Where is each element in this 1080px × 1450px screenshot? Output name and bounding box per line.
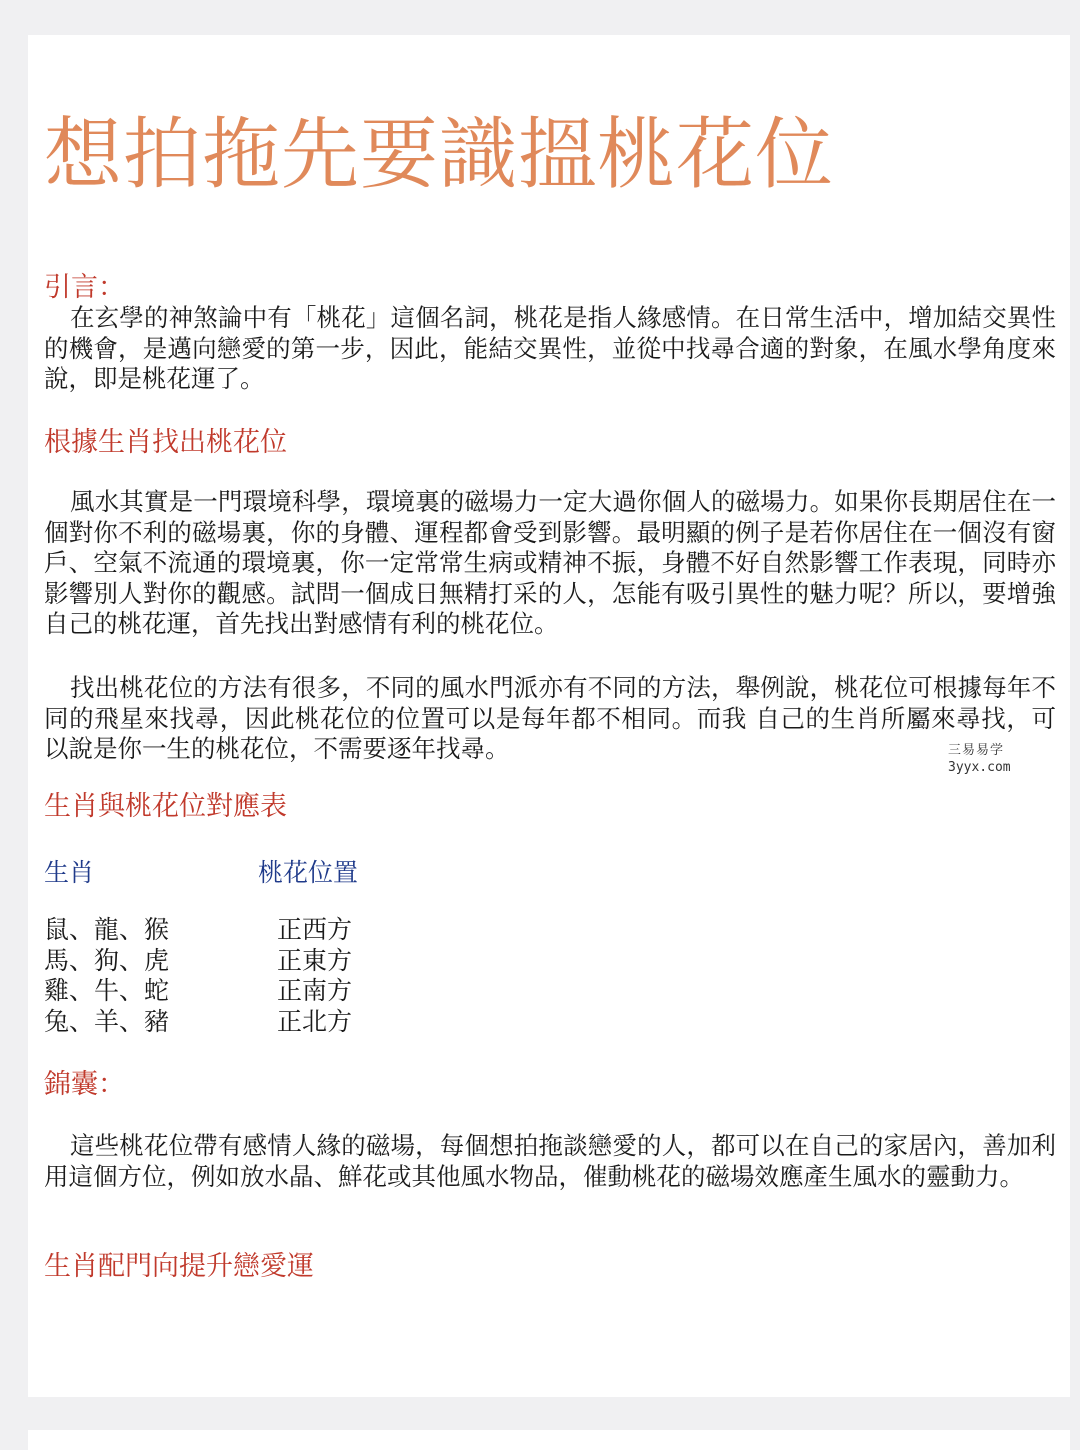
section-heading-zodiac-peach-position: 根據生肖找出桃花位 xyxy=(44,427,287,458)
tips-paragraph: 這些桃花位帶有感情人緣的磁場，每個想拍拖談戀愛的人，都可以在自己的家居內，善加利用這個方位，例如放水晶、鮮花或其他風水物品，催動桃花的磁場效應產生風水的靈動力。 xyxy=(44,1131,1056,1191)
zodiac-cell: 雞、牛、蛇 xyxy=(44,976,170,1005)
table-row xyxy=(44,976,544,1007)
watermark-site-name: 三易易学 xyxy=(948,743,1005,758)
table-row xyxy=(44,946,544,977)
table-column-zodiac: 生肖 xyxy=(44,858,95,887)
zodiac-cell: 馬、狗、虎 xyxy=(44,945,170,975)
watermark-url: 3yyx.com xyxy=(948,760,1011,775)
zodiac-cell: 鼠、龍、猴 xyxy=(44,915,170,944)
table-heading: 生肖與桃花位對應表 xyxy=(44,791,287,822)
article-title: 想拍拖先要識搵桃花位 xyxy=(44,110,835,200)
table-row xyxy=(44,915,544,946)
zodiac-direction-table xyxy=(44,915,544,1037)
tips-heading: 錦囊： xyxy=(44,1069,125,1100)
document-page xyxy=(28,35,1070,1397)
direction-cell: 正西方 xyxy=(277,915,353,944)
table-column-direction: 桃花位置 xyxy=(258,858,359,887)
intro-heading: 引言： xyxy=(44,272,125,303)
section-heading-door-direction: 生肖配門向提升戀愛運 xyxy=(44,1251,314,1282)
table-row xyxy=(44,1007,544,1038)
section1-paragraph-2: 找出桃花位的方法有很多，不同的風水門派亦有不同的方法，舉例說，桃花位可根據每年不同的飛星來找尋，因此桃花位的位置可以是每年都不相同。而我 自己的生肖所屬來尋找，可以說是你一生的桃花位，不需要逐年找尋。 xyxy=(44,673,1056,763)
direction-cell: 正南方 xyxy=(277,976,353,1005)
zodiac-cell: 兔、羊、豬 xyxy=(44,1006,170,1036)
section1-paragraph-1: 風水其實是一門環境科學，環境裏的磁場力一定大過你個人的磁場力。如果你長期居住在一個對你不利的磁場裏，你的身體、運程都會受到影響。最明顯的例子是若你居住在一個沒有窗戶、空氣不流通的環境裏，你一定常常生病或精神不振，身體不好自然影響工作表現，同時亦影響別人對你的觀感。試問一個成日無精打采的人，怎能有吸引異性的魅力呢？所以，要增強自己的桃花運，首先找出對感情有利的桃花位。 xyxy=(44,487,1056,638)
direction-cell: 正東方 xyxy=(277,945,353,975)
intro-paragraph: 在玄學的神煞論中有「桃花」這個名詞，桃花是指人緣感情。在日常生活中，增加結交異性的機會，是邁向戀愛的第一步，因此，能結交異性，並從中找尋合適的對象，在風水學角度來說，即是桃花運了。 xyxy=(44,303,1056,393)
next-page-edge xyxy=(28,1430,1070,1450)
site-watermark xyxy=(878,733,1058,803)
direction-cell: 正北方 xyxy=(277,1006,353,1036)
